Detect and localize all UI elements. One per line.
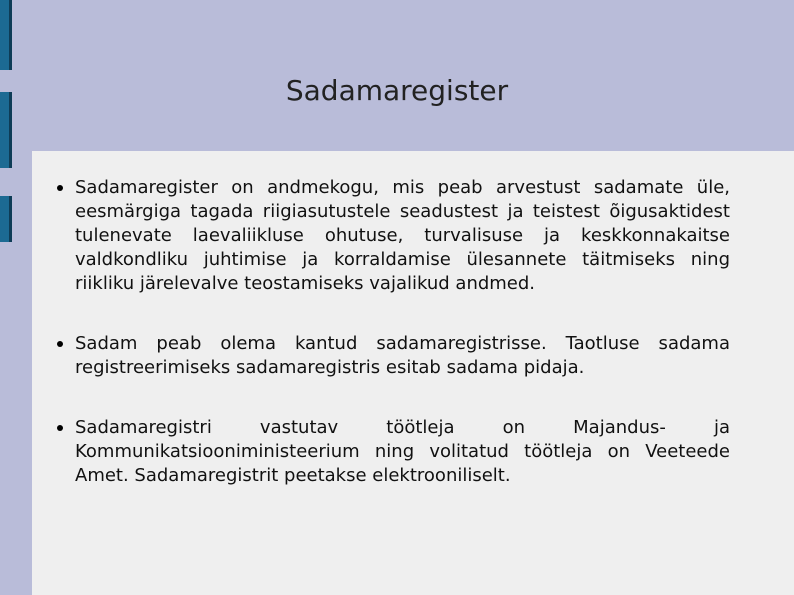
bullet-dot-icon <box>57 341 63 347</box>
decorative-bar-top <box>0 0 12 70</box>
bullet-dot-icon <box>57 425 63 431</box>
bullet-text: Sadamaregister on andmekogu, mis peab arvestust sadamate üle, eesmärgiga tagada riigiasutustele seadustest ja teistest õigusaktidest tulenevate laevaliikluse ohutuse, turvalisuse ja keskkonnakaitse valdkondliku juhtimise ja korraldamise ülesannete täitmiseks ning riikliku järelevalve teostamiseks vajalikud andmed. <box>75 177 730 294</box>
bullet-dot-icon <box>57 185 63 191</box>
bullet-item <box>56 176 730 296</box>
bullet-item <box>56 332 730 380</box>
slide-title: Sadamaregister <box>285 74 509 107</box>
bullet-text: Sadamaregistri vastutav töötleja on Majandus- ja Kommunikatsiooniministeerium ning volitatud töötleja on Veeteede Amet. Sadamaregistrit peetakse elektrooniliselt. <box>75 417 730 486</box>
decorative-bar-bottom <box>0 196 12 242</box>
bullet-list <box>56 176 730 524</box>
bullet-text: Sadam peab olema kantud sadamaregistrisse. Taotluse sadama registreerimiseks sadamaregistris esitab sadama pidaja. <box>75 333 730 378</box>
bullet-item <box>56 416 730 488</box>
